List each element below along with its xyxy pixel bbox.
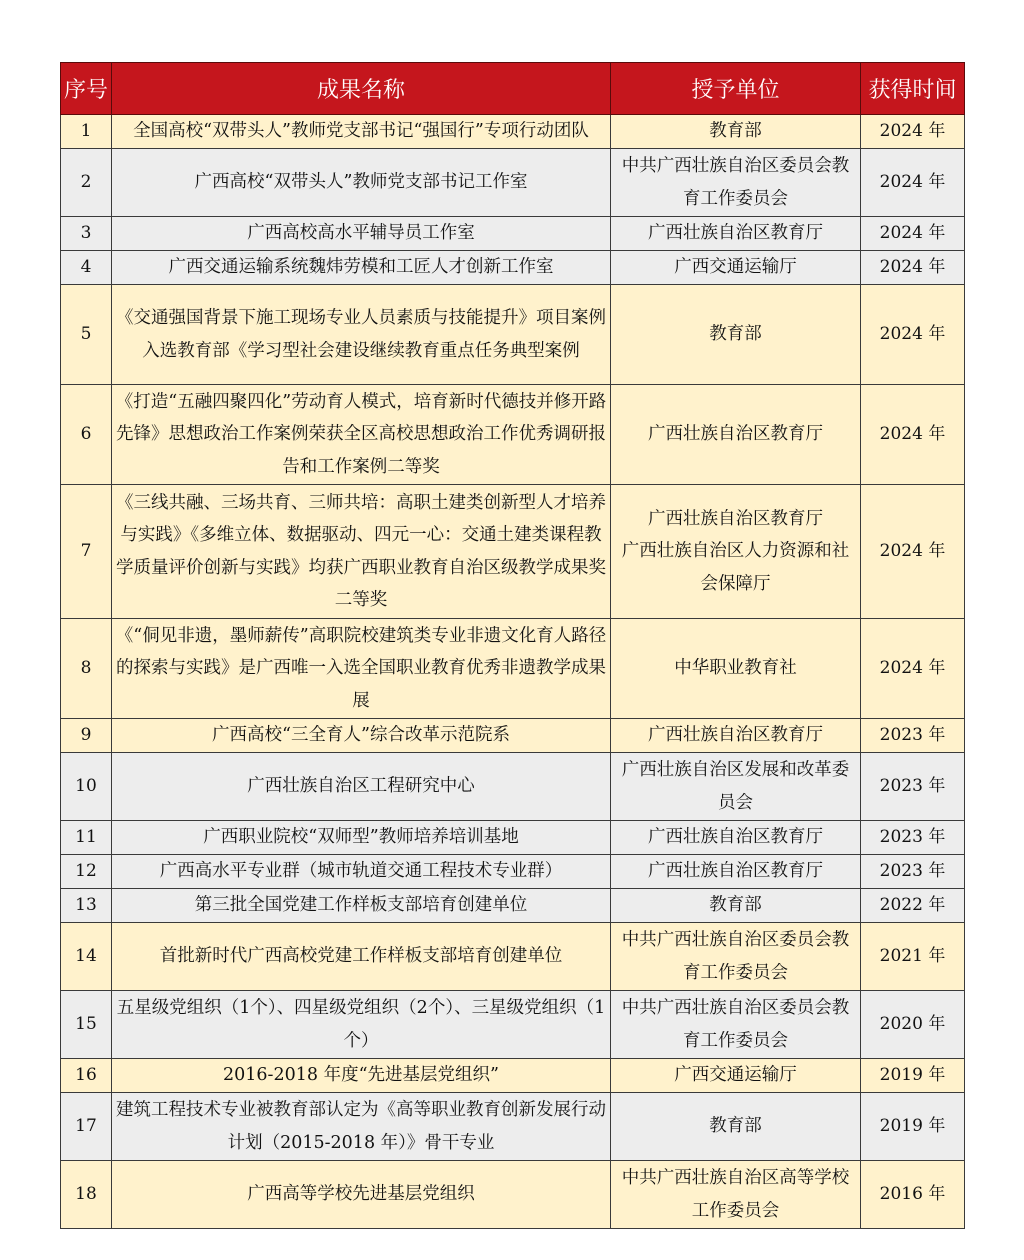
- row-index-cell: 1: [61, 115, 112, 149]
- year-cell: 2023 年: [861, 753, 965, 821]
- achievement-name-cell: 2016-2018 年度“先进基层党组织”: [112, 1059, 611, 1093]
- table-row: [61, 619, 965, 719]
- issuer-cell: 广西壮族自治区教育厅: [611, 821, 861, 855]
- year-cell: 2024 年: [861, 115, 965, 149]
- achievement-name-cell: 广西高水平专业群（城市轨道交通工程技术专业群）: [112, 855, 611, 889]
- achievement-name-cell: 首批新时代广西高校党建工作样板支部培育创建单位: [112, 923, 611, 991]
- row-index-cell: 13: [61, 889, 112, 923]
- achievement-name-cell: 全国高校“双带头人”教师党支部书记“强国行”专项行动团队: [112, 115, 611, 149]
- year-cell: 2024 年: [861, 285, 965, 385]
- table-row: [61, 991, 965, 1059]
- issuer-cell: 广西壮族自治区教育厅: [611, 855, 861, 889]
- issuer-cell: 广西壮族自治区教育厅: [611, 217, 861, 251]
- row-index-cell: 6: [61, 385, 112, 485]
- achievement-name-cell: 广西交通运输系统魏炜劳模和工匠人才创新工作室: [112, 251, 611, 285]
- row-index-cell: 12: [61, 855, 112, 889]
- table-row: [61, 149, 965, 217]
- issuer-cell: 教育部: [611, 285, 861, 385]
- row-index-cell: 7: [61, 485, 112, 619]
- table-row: [61, 719, 965, 753]
- achievement-name-cell: 《打造“五融四聚四化”劳动育人模式，培育新时代德技并修开路先锋》思想政治工作案例荣获全区高校思想政治工作优秀调研报告和工作案例二等奖: [112, 385, 611, 485]
- year-cell: 2024 年: [861, 385, 965, 485]
- table-body: [61, 115, 965, 1229]
- issuer-cell: 广西壮族自治区教育厅 广西壮族自治区人力资源和社会保障厅: [611, 485, 861, 619]
- year-cell: 2019 年: [861, 1059, 965, 1093]
- achievement-name-cell: 广西高校“三全育人”综合改革示范院系: [112, 719, 611, 753]
- row-index-cell: 16: [61, 1059, 112, 1093]
- table-row: [61, 1161, 965, 1229]
- year-cell: 2024 年: [861, 485, 965, 619]
- year-cell: 2019 年: [861, 1093, 965, 1161]
- issuer-cell: 中共广西壮族自治区委员会教育工作委员会: [611, 149, 861, 217]
- issuer-cell: 中共广西壮族自治区委员会教育工作委员会: [611, 991, 861, 1059]
- table-row: [61, 217, 965, 251]
- issuer-cell: 教育部: [611, 889, 861, 923]
- table-row: [61, 1093, 965, 1161]
- achievement-name-cell: 广西高等学校先进基层党组织: [112, 1161, 611, 1229]
- issuer-cell: 广西交通运输厅: [611, 1059, 861, 1093]
- table-row: [61, 923, 965, 991]
- achievement-name-cell: 《交通强国背景下施工现场专业人员素质与技能提升》项目案例入选教育部《学习型社会建设继续教育重点任务典型案例: [112, 285, 611, 385]
- year-cell: 2021 年: [861, 923, 965, 991]
- table-row: [61, 251, 965, 285]
- achievement-name-cell: 《“侗见非遗，墨师薪传”高职院校建筑类专业非遗文化育人路径的探索与实践》是广西唯一入选全国职业教育优秀非遗教学成果展: [112, 619, 611, 719]
- issuer-cell: 广西壮族自治区教育厅: [611, 385, 861, 485]
- header-index: 序号: [61, 63, 112, 115]
- header-year: 获得时间: [861, 63, 965, 115]
- table-row: [61, 855, 965, 889]
- year-cell: 2020 年: [861, 991, 965, 1059]
- table-row: [61, 285, 965, 385]
- row-index-cell: 3: [61, 217, 112, 251]
- year-cell: 2024 年: [861, 149, 965, 217]
- row-index-cell: 11: [61, 821, 112, 855]
- issuer-cell: 中共广西壮族自治区委员会教育工作委员会: [611, 923, 861, 991]
- achievement-name-cell: 广西壮族自治区工程研究中心: [112, 753, 611, 821]
- table-row: [61, 385, 965, 485]
- honors-table: [60, 62, 965, 1229]
- row-index-cell: 14: [61, 923, 112, 991]
- year-cell: 2023 年: [861, 821, 965, 855]
- row-index-cell: 2: [61, 149, 112, 217]
- table-row: [61, 889, 965, 923]
- row-index-cell: 18: [61, 1161, 112, 1229]
- year-cell: 2024 年: [861, 217, 965, 251]
- header-row: [61, 63, 965, 115]
- row-index-cell: 15: [61, 991, 112, 1059]
- issuer-cell: 广西交通运输厅: [611, 251, 861, 285]
- row-index-cell: 8: [61, 619, 112, 719]
- issuer-cell: 教育部: [611, 115, 861, 149]
- table-row: [61, 753, 965, 821]
- issuer-cell: 广西壮族自治区教育厅: [611, 719, 861, 753]
- achievement-name-cell: 建筑工程技术专业被教育部认定为《高等职业教育创新发展行动计划（2015-2018 年）》骨干专业: [112, 1093, 611, 1161]
- row-index-cell: 17: [61, 1093, 112, 1161]
- table-row: [61, 821, 965, 855]
- header-issuer: 授予单位: [611, 63, 861, 115]
- header-name: 成果名称: [112, 63, 611, 115]
- year-cell: 2024 年: [861, 619, 965, 719]
- achievement-name-cell: 第三批全国党建工作样板支部培育创建单位: [112, 889, 611, 923]
- achievement-name-cell: 广西职业院校“双师型”教师培养培训基地: [112, 821, 611, 855]
- year-cell: 2016 年: [861, 1161, 965, 1229]
- table-row: [61, 115, 965, 149]
- achievement-name-cell: 广西高校高水平辅导员工作室: [112, 217, 611, 251]
- row-index-cell: 4: [61, 251, 112, 285]
- achievement-name-cell: 《三线共融、三场共育、三师共培：高职土建类创新型人才培养与实践》《多维立体、数据驱动、四元一心：交通土建类课程教学质量评价创新与实践》均获广西职业教育自治区级教学成果奖二等奖: [112, 485, 611, 619]
- achievement-name-cell: 广西高校“双带头人”教师党支部书记工作室: [112, 149, 611, 217]
- row-index-cell: 5: [61, 285, 112, 385]
- issuer-cell: 教育部: [611, 1093, 861, 1161]
- issuer-cell: 广西壮族自治区发展和改革委员会: [611, 753, 861, 821]
- issuer-cell: 中华职业教育社: [611, 619, 861, 719]
- year-cell: 2022 年: [861, 889, 965, 923]
- table-row: [61, 1059, 965, 1093]
- issuer-cell: 中共广西壮族自治区高等学校工作委员会: [611, 1161, 861, 1229]
- year-cell: 2023 年: [861, 719, 965, 753]
- year-cell: 2023 年: [861, 855, 965, 889]
- achievement-name-cell: 五星级党组织（1个）、四星级党组织（2个）、三星级党组织（1个）: [112, 991, 611, 1059]
- table-row: [61, 485, 965, 619]
- row-index-cell: 10: [61, 753, 112, 821]
- row-index-cell: 9: [61, 719, 112, 753]
- year-cell: 2024 年: [861, 251, 965, 285]
